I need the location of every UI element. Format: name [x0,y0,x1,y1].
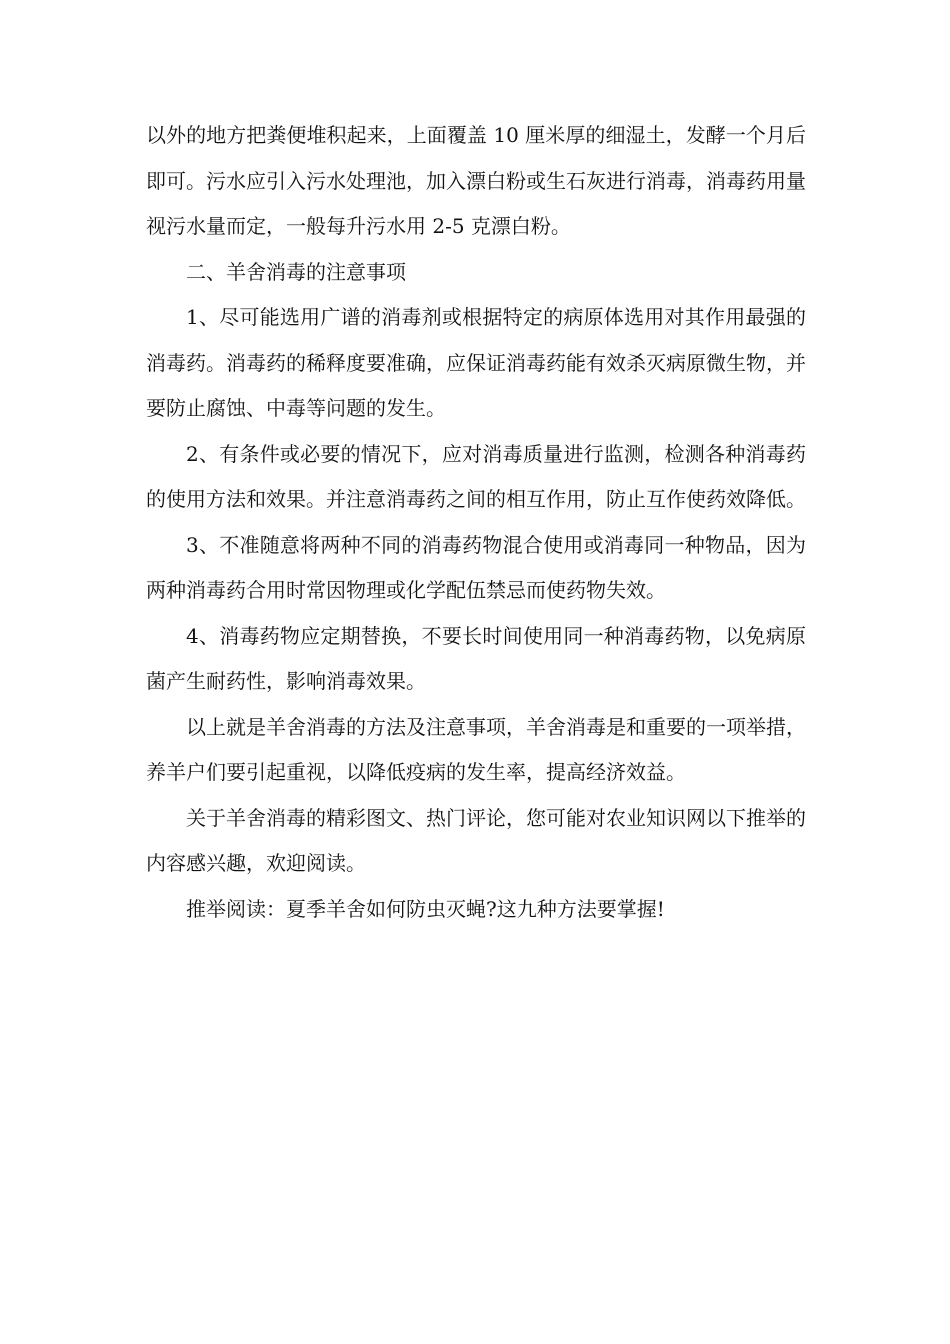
paragraph-related: 关于羊舍消毒的精彩图文、热门评论，您可能对农业知识网以下推举的内容感兴趣，欢迎阅读。 [146,805,806,875]
section-heading: 二、羊舍消毒的注意事项 [186,259,406,284]
document-body [146,113,806,932]
paragraph-summary: 以上就是羊舍消毒的方法及注意事项，羊舍消毒是和重要的一项举措，养羊户们要引起重视，以降低疫病的发生率，提高经济效益。 [146,714,806,784]
paragraph-item-4: 4、消毒药物应定期替换，不要长时间使用同一种消毒药物，以免病原菌产生耐药性，影响消毒效果。 [146,623,806,693]
paragraph-item-1: 1、尽可能选用广谱的消毒剂或根据特定的病原体选用对其作用最强的消毒药。消毒药的稀释度要准确，应保证消毒药能有效杀灭病原微生物，并要防止腐蚀、中毒等问题的发生。 [146,305,806,420]
paragraph-item-2: 2、有条件或必要的情况下，应对消毒质量进行监测，检测各种消毒药的使用方法和效果。并注意消毒药之间的相互作用，防止互作使药效降低。 [146,441,806,511]
paragraph-item-3: 3、不准随意将两种不同的消毒药物混合使用或消毒同一种物品，因为两种消毒药合用时常因物理或化学配伍禁忌而使药物失效。 [146,532,806,602]
paragraph-continuation: 以外的地方把粪便堆积起来，上面覆盖 10 厘米厚的细湿土，发酵一个月后即可。污水应引入污水处理池，加入漂白粉或生石灰进行消毒，消毒药用量视污水量而定，一般每升污水用 2-5 克漂白粉。 [146,123,806,238]
paragraph-recommended-reading: 推举阅读：夏季羊舍如何防虫灭蝇?这九种方法要掌握! [186,896,665,921]
